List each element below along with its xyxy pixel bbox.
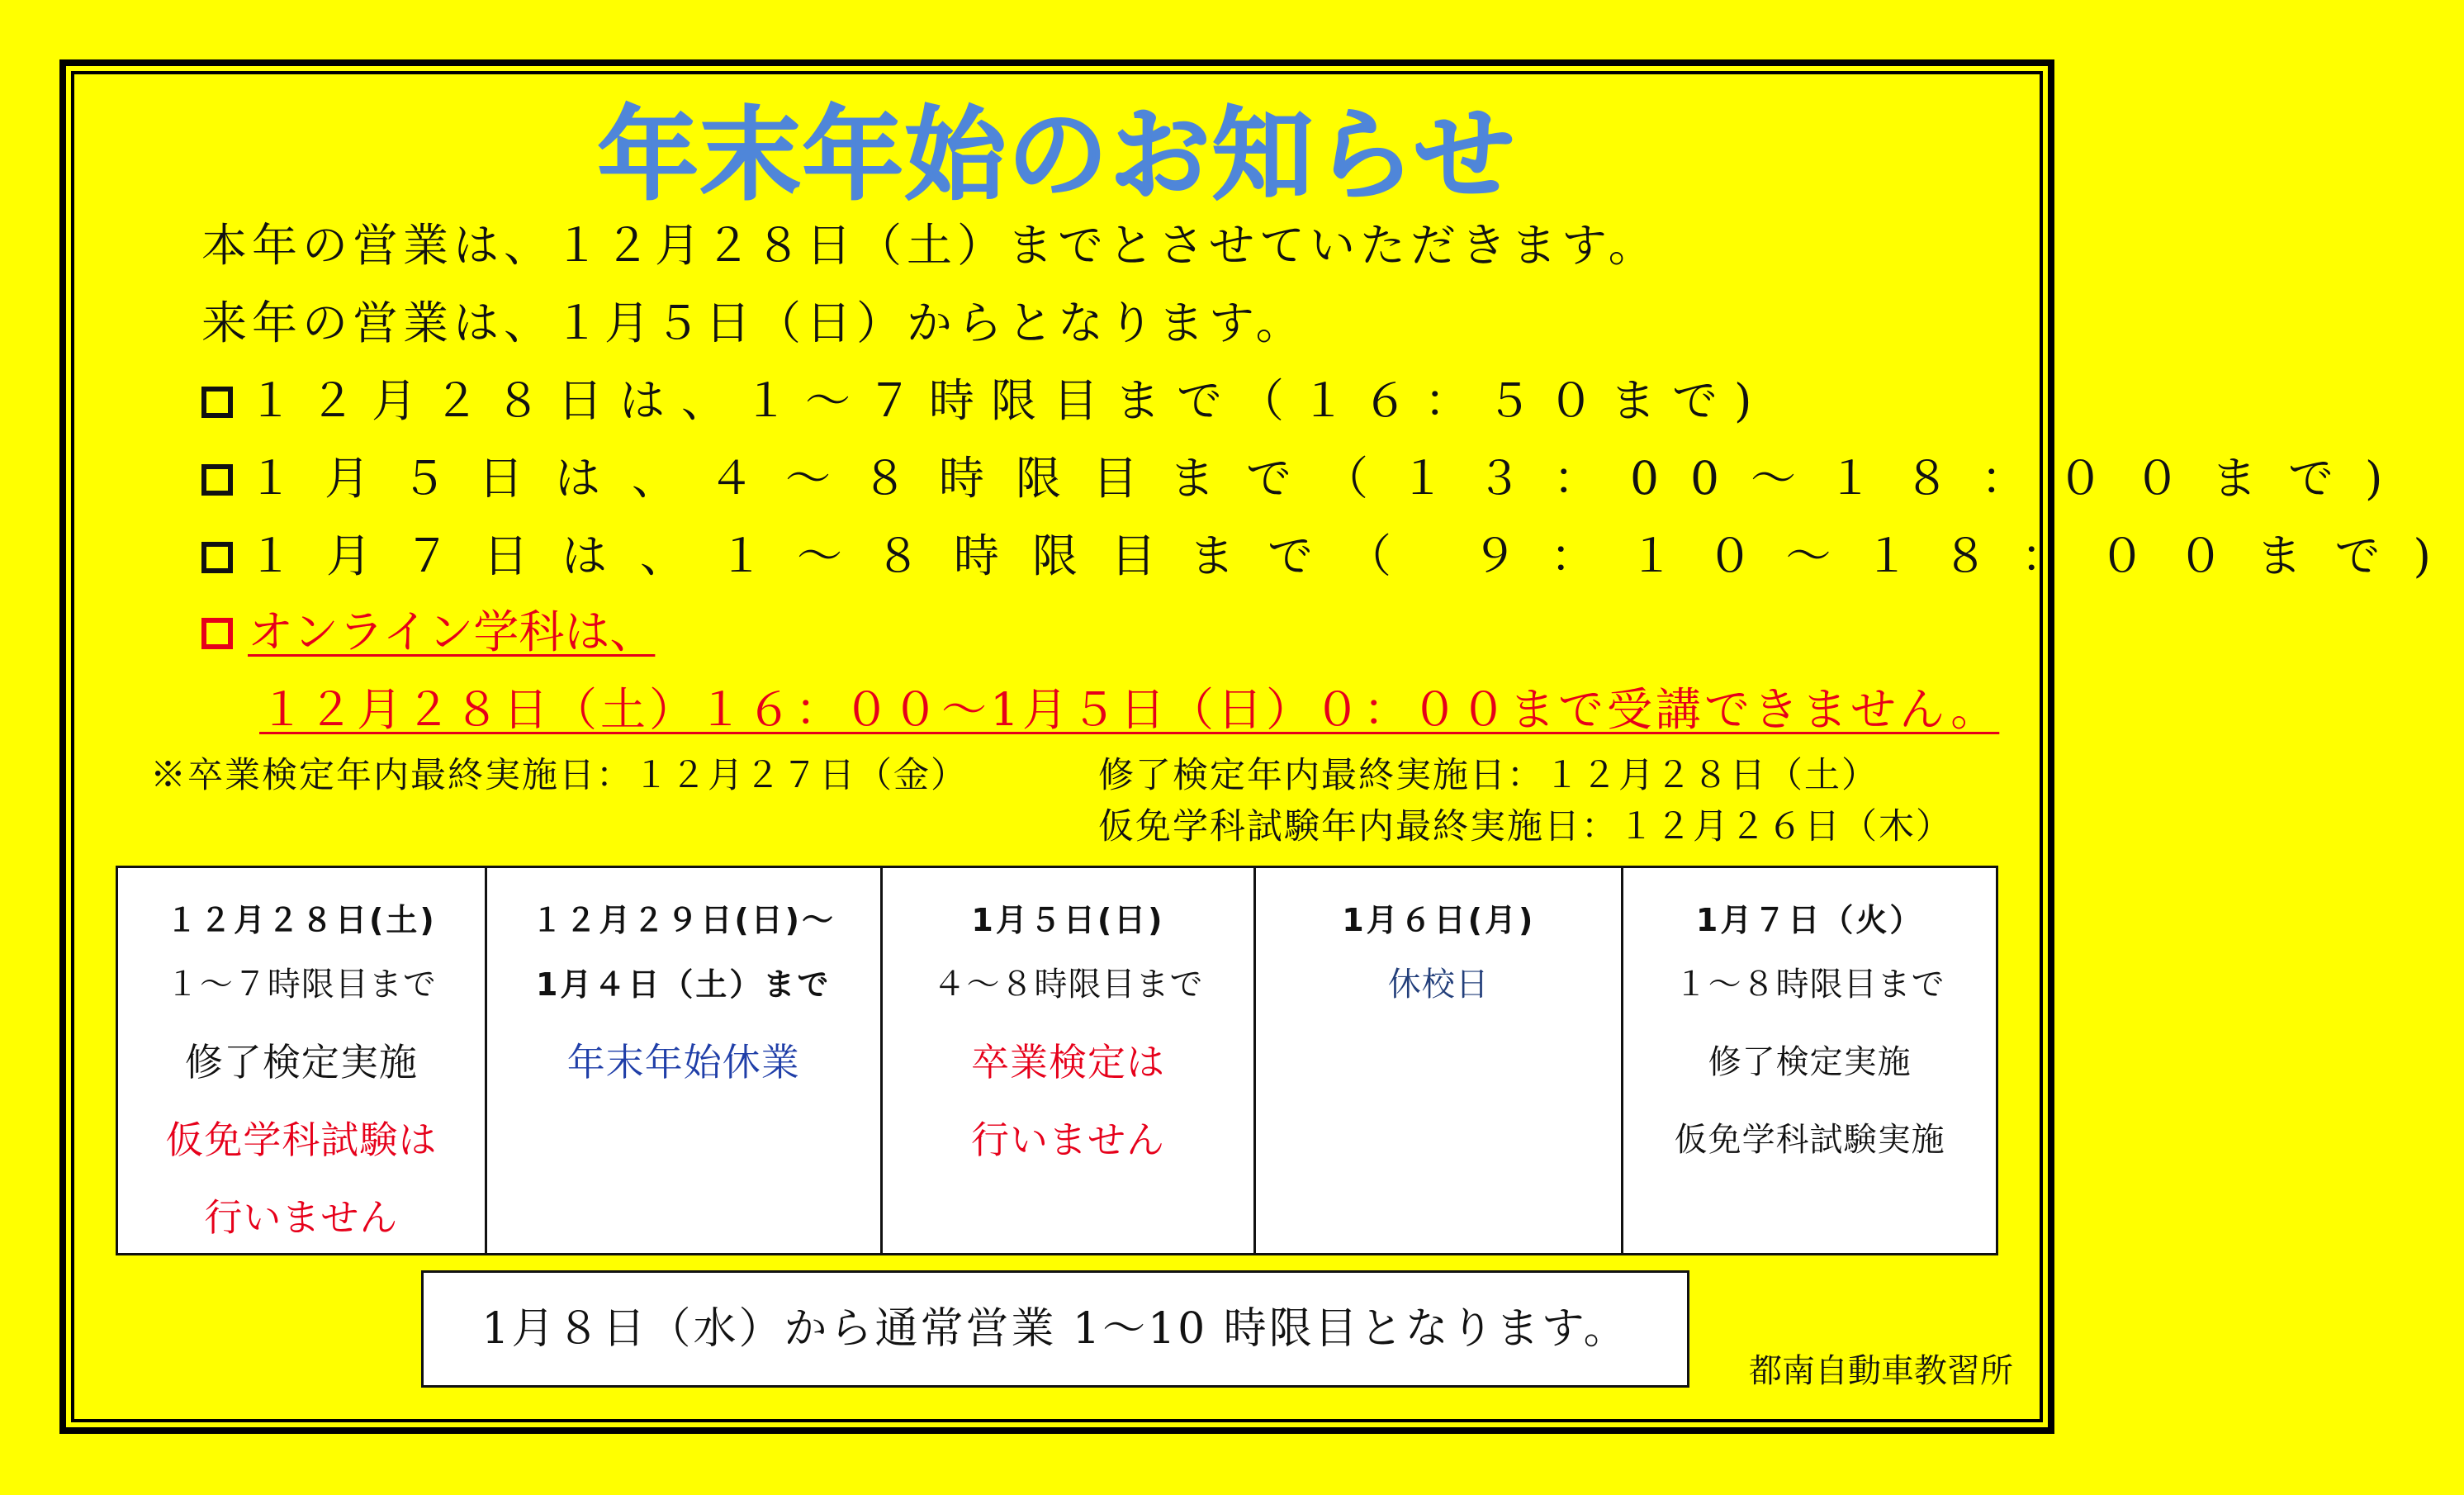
business-start-notice: 来年の営業は、１月５日（日）からとなります。 bbox=[201, 297, 1306, 349]
schedule-table bbox=[116, 866, 1998, 1255]
schedule-cell: 休校日 bbox=[1387, 966, 1490, 1004]
schedule-column bbox=[883, 868, 1257, 1253]
checklist-item bbox=[201, 374, 1769, 427]
checkbox-icon bbox=[201, 387, 233, 418]
checklist-item bbox=[201, 529, 2464, 582]
checklist-text: １月５日は、４～８時限目まで（１３：00～１８：００まで) bbox=[248, 452, 2414, 505]
schedule-column bbox=[1256, 868, 1623, 1253]
graduation-exam-note: ※卒業検定年内最終実施日：１２月２７日（金） bbox=[150, 755, 968, 796]
page-title: 年末年始のお知らせ bbox=[597, 97, 1517, 214]
completion-exam-note: 修了検定年内最終実施日：１２月２８日（土） bbox=[1098, 755, 1879, 796]
schedule-cell: １～８時限目まで bbox=[1674, 966, 1945, 1004]
schedule-cell: 行いません bbox=[970, 1118, 1165, 1162]
schedule-cell: 修了検定実施 bbox=[184, 1040, 418, 1084]
schedule-column bbox=[487, 868, 883, 1253]
schedule-cell: 仮免学科試験実施 bbox=[1674, 1121, 1945, 1159]
column-header: １２月２８日(土) bbox=[166, 902, 437, 938]
schedule-cell: １～７時限目まで bbox=[165, 966, 437, 1004]
schedule-cell: ４～８時限目まで bbox=[932, 966, 1204, 1004]
checkbox-icon bbox=[201, 542, 233, 573]
online-class-title: オンライン学科は、 bbox=[248, 605, 656, 658]
schedule-column bbox=[118, 868, 487, 1253]
checklist-text: １月７日は、１～８時限目まで（ ９：１０～１８：００まで) bbox=[248, 529, 2464, 582]
checklist-text: １２月２８日は、１～７時限目まで（１６：５０まで) bbox=[248, 374, 1769, 427]
schedule-cell: 卒業検定は bbox=[970, 1040, 1165, 1084]
online-class-item bbox=[201, 605, 656, 658]
checklist-item bbox=[201, 452, 2414, 505]
schedule-cell: 仮免学科試験は bbox=[165, 1118, 438, 1162]
schedule-cell: 修了検定実施 bbox=[1708, 1043, 1912, 1081]
column-header: 1月５日(日) bbox=[971, 902, 1165, 938]
checkbox-icon bbox=[201, 464, 233, 496]
schedule-cell: 年末年始休業 bbox=[566, 1040, 800, 1084]
checkbox-icon bbox=[201, 618, 233, 649]
school-name: 都南自動車教習所 bbox=[1749, 1352, 2013, 1390]
business-end-notice: 本年の営業は、１２月２８日（土）までとさせていただきます。 bbox=[201, 219, 1659, 272]
schedule-cell: 1月４日（土）まで bbox=[535, 966, 832, 1003]
schedule-cell: 行いません bbox=[204, 1195, 399, 1240]
regular-hours-notice: 1月８日（水）から通常営業 1～10 時限目となります。 bbox=[421, 1270, 1689, 1388]
provisional-exam-note: 仮免学科試験年内最終実施日：１２月２６日（木） bbox=[1098, 806, 1953, 847]
schedule-column bbox=[1623, 868, 1996, 1253]
column-header: 1月７日（火） bbox=[1695, 902, 1924, 938]
online-class-detail: １２月２８日（土）１６：００～1月５日（日）０：００まで受講できません。 bbox=[259, 683, 2000, 736]
column-header: 1月６日(月) bbox=[1342, 902, 1536, 938]
column-header: １２月２９日(日)～ bbox=[531, 902, 836, 938]
